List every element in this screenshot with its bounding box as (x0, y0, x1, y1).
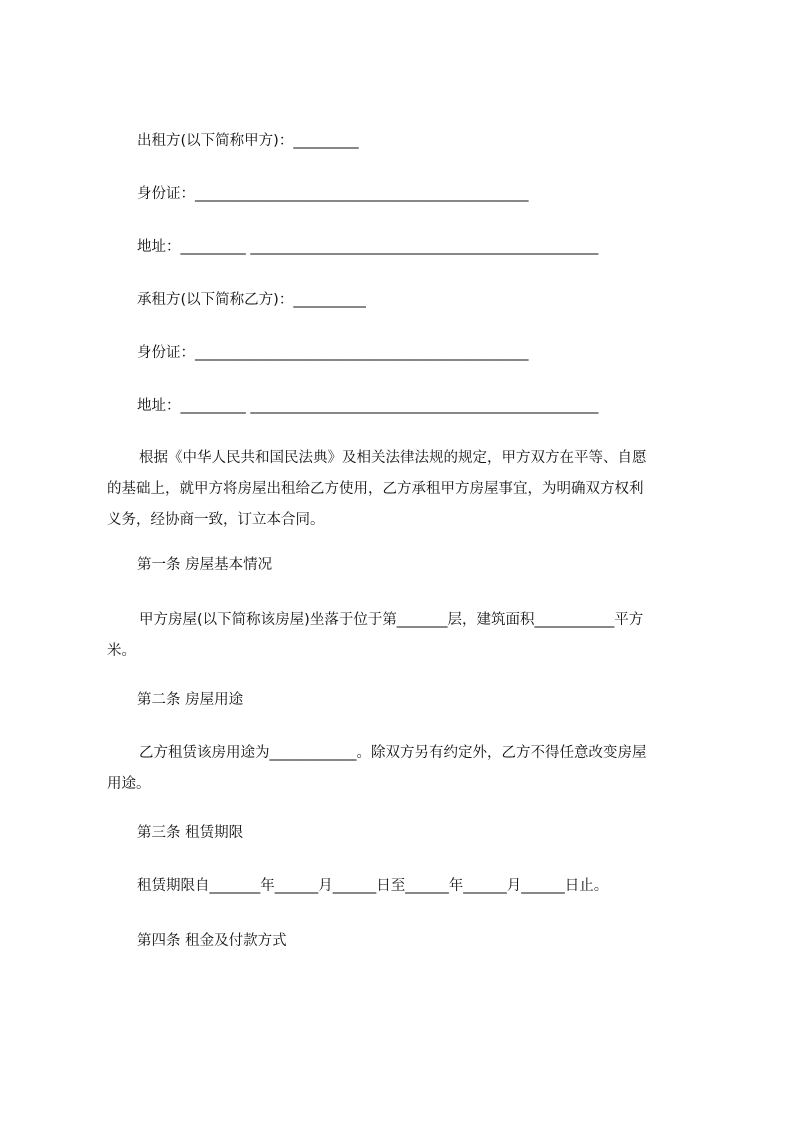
article-3-title: 第三条 租赁期限 (137, 825, 244, 841)
article-2-line-1: 乙方租赁该房用途为____________。除双方另有约定外，乙方不得任意改变房屋 (139, 745, 647, 761)
preamble-line-2: 的基础上，就甲方将房屋出租给乙方使用，乙方承租甲方房屋事宜，为明确双方权利 (107, 481, 644, 497)
preamble-line-3: 义务，经协商一致，订立本合同。 (107, 512, 325, 528)
lessee-line: 承租方(以下简称乙方)：__________ (137, 292, 366, 308)
article-1-title: 第一条 房屋基本情况 (137, 557, 273, 573)
lessor-id-line: 身份证：______________________________________________ (137, 186, 529, 202)
article-2-line-2: 用途。 (107, 776, 151, 792)
article-3-line-1: 租赁期限自_______年______月______日至______年______月______日止。 (137, 878, 609, 894)
preamble-paragraph (107, 443, 701, 536)
lessor-line: 出租方(以下简称甲方)：_________ (137, 133, 359, 149)
preamble-line-1: 根据《中华人民共和国民法典》及相关法律法规的规定，甲方双方在平等、自愿 (139, 450, 647, 466)
lessor-address-line: 地址：_________ ________________________________________________ (137, 239, 599, 255)
article-4-title: 第四条 租金及付款方式 (137, 933, 287, 949)
article-2-paragraph (107, 738, 701, 800)
lessee-address-line: 地址：_________ ________________________________________________ (137, 398, 599, 414)
article-1-paragraph (107, 605, 701, 667)
lessee-id-line: 身份证：______________________________________________ (137, 345, 529, 361)
article-2-title: 第二条 房屋用途 (137, 692, 244, 708)
article-1-line-2: 米。 (107, 643, 136, 659)
article-1-line-1: 甲方房屋(以下简称该房屋)坐落于位于第_______层，建筑面积___________平方 (139, 612, 644, 628)
